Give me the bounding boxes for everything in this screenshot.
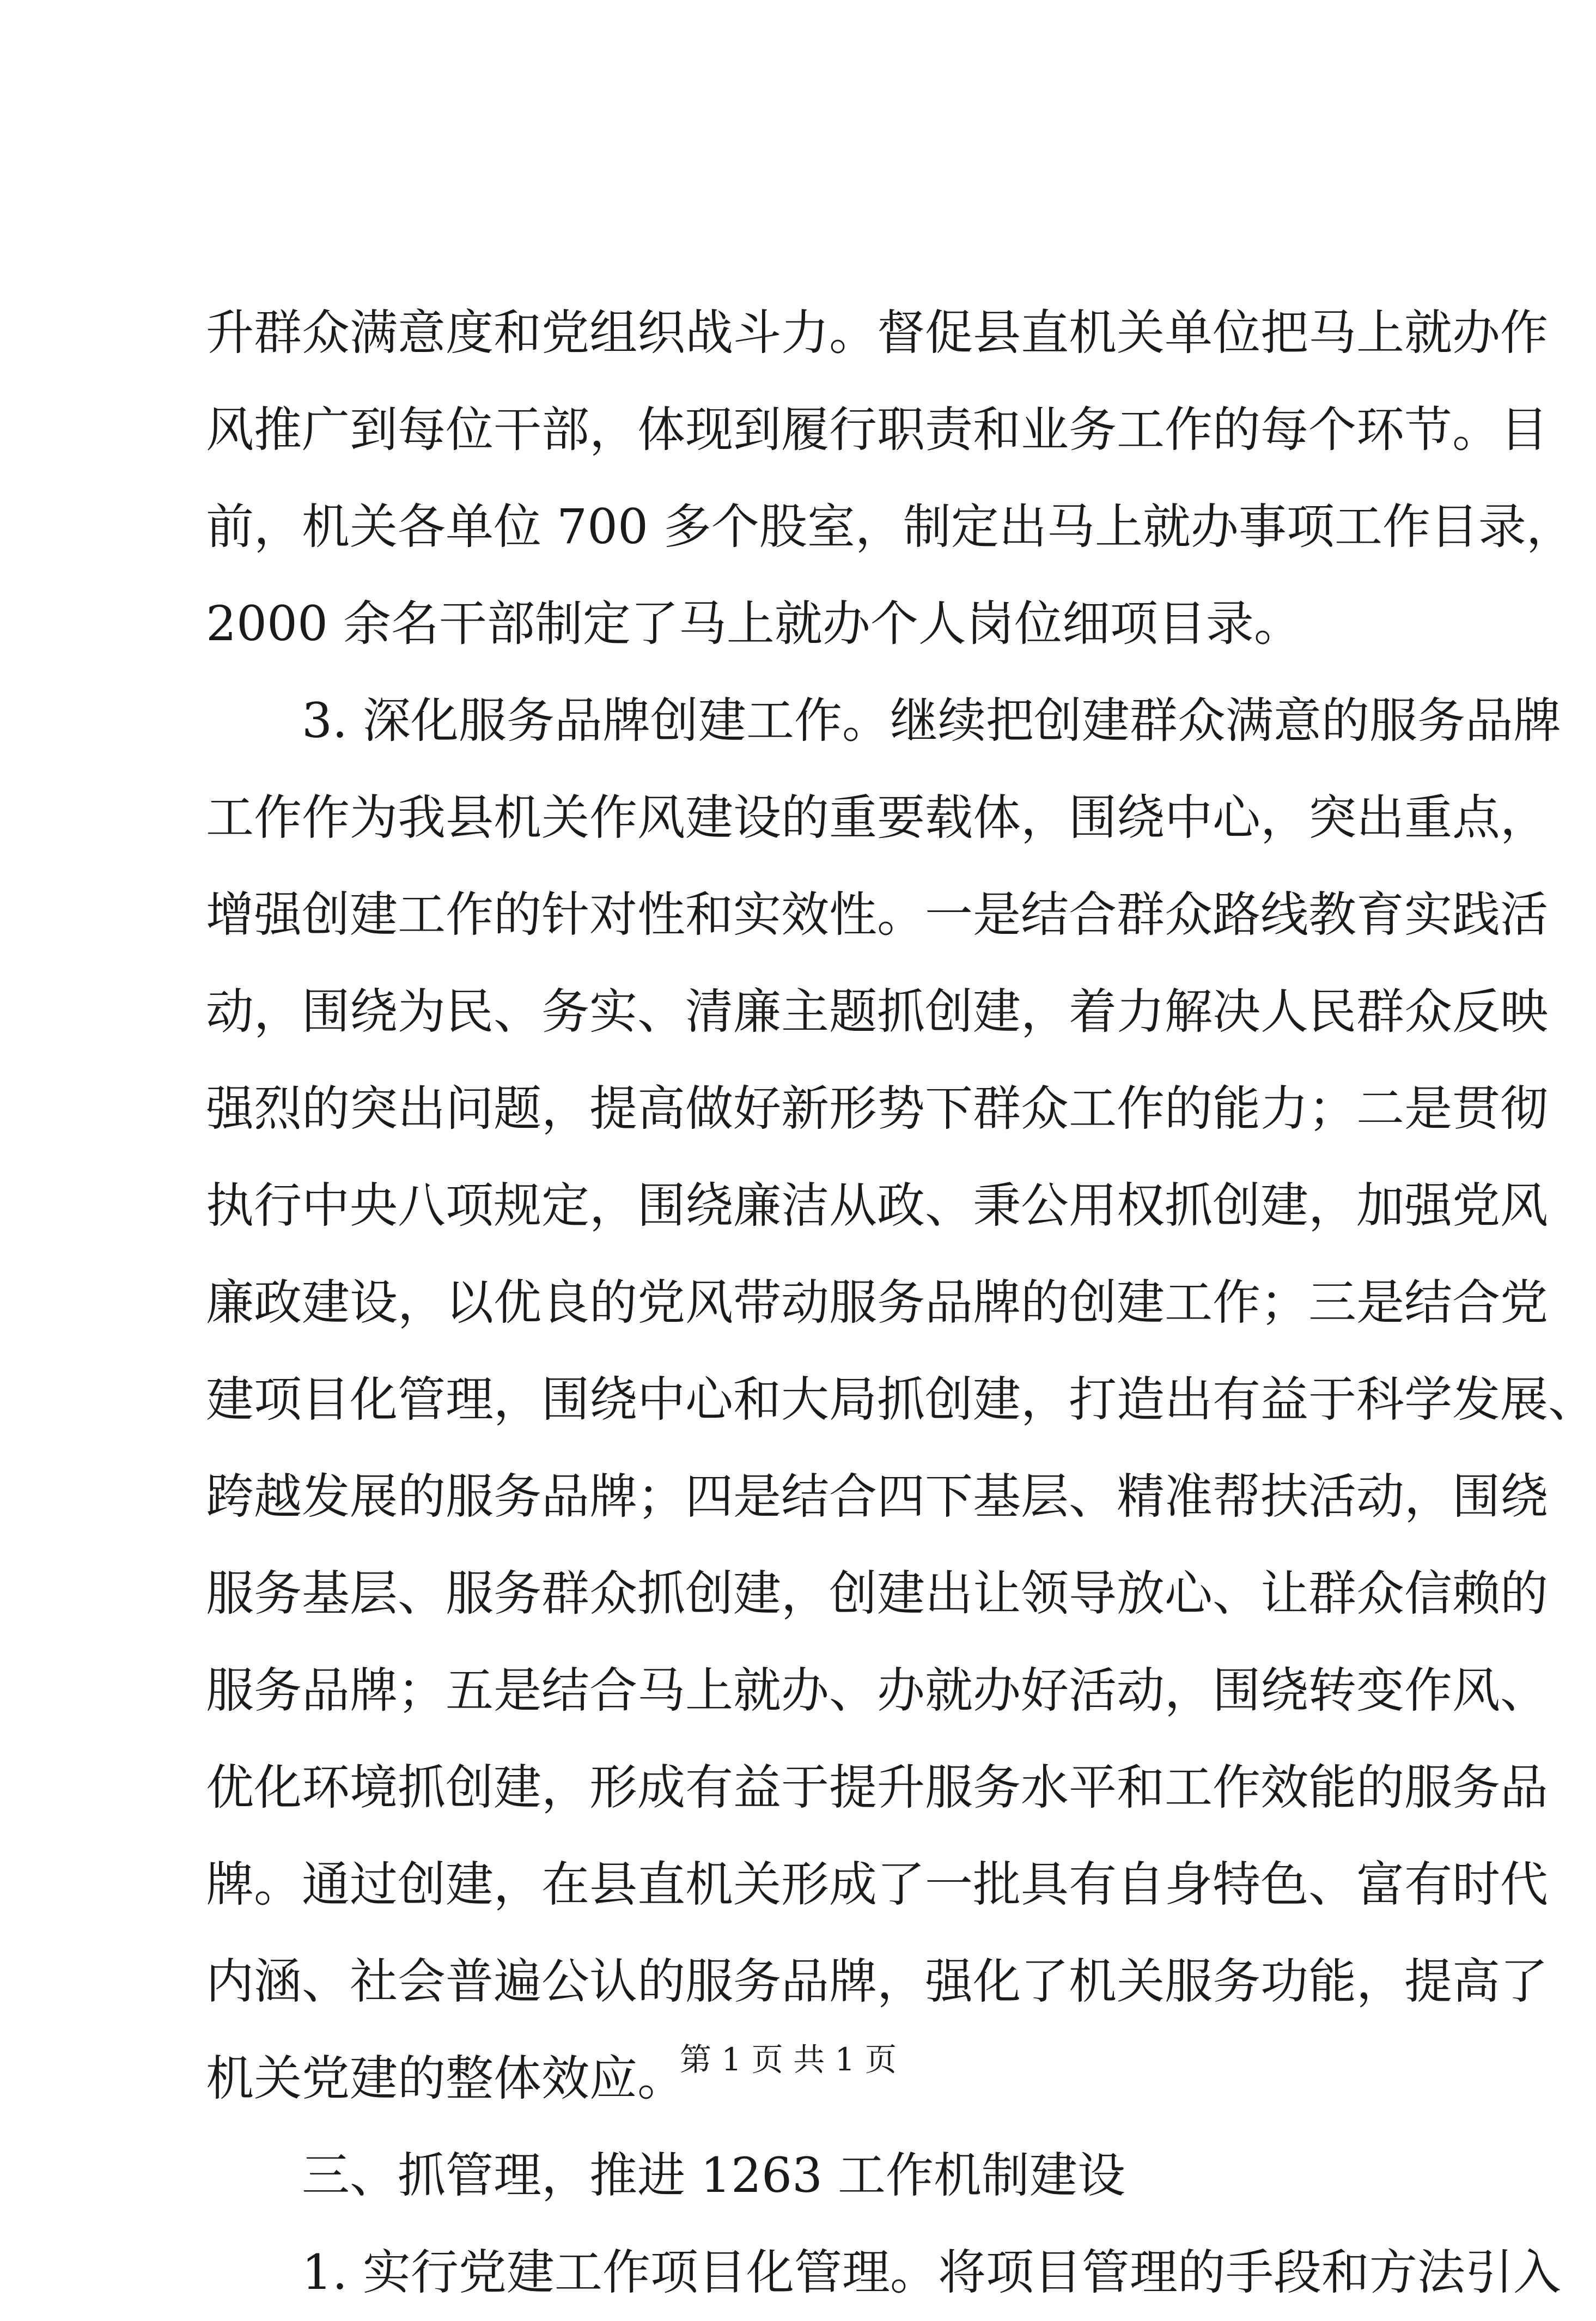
text-line: 1. 实行党建工作项目化管理。将项目管理的手段和方法引入 (302, 2244, 1561, 2300)
text-line: 牌。通过创建，在县直机关形成了一批具有自身特色、富有时代 (206, 1856, 1549, 1912)
text-line: 优化环境抓创建，形成有益于提升服务水平和工作效能的服务品 (206, 1759, 1549, 1815)
text-line: 升群众满意度和党组织战斗力。督促县直机关单位把马上就办作 (206, 305, 1549, 361)
text-line: 前，机关各单位 700 多个股室，制定出马上就办事项工作目录， (206, 499, 1574, 555)
text-line: 服务基层、服务群众抓创建，创建出让领导放心、让群众信赖的 (206, 1565, 1549, 1621)
text-line: 2000 余名干部制定了马上就办个人岗位细项目录。 (206, 596, 1302, 652)
text-line: 增强创建工作的针对性和实效性。一是结合群众路线教育实践活 (206, 886, 1549, 943)
page-footer: 第 1 页 共 1 页 (680, 2041, 897, 2078)
text-line: 动，围绕为民、务实、清廉主题抓创建，着力解决人民群众反映 (206, 983, 1549, 1040)
text-line: 跨越发展的服务品牌；四是结合四下基层、精准帮扶活动，围绕 (206, 1468, 1549, 1524)
text-line: 执行中央八项规定，围绕廉洁从政、秉公用权抓创建，加强党风 (206, 1177, 1549, 1234)
text-line: 廉政建设，以优良的党风带动服务品牌的创建工作；三是结合党 (206, 1274, 1549, 1330)
text-line: 机关党建的整体效应。 (206, 2050, 686, 2106)
text-line: 工作作为我县机关作风建设的重要载体，围绕中心，突出重点， (206, 789, 1549, 846)
text-line: 风推广到每位干部，体现到履行职责和业务工作的每个环节。目 (206, 402, 1549, 458)
body-text (206, 284, 1596, 2321)
text-line: 内涵、社会普遍公认的服务品牌，强化了机关服务功能，提高了 (206, 1953, 1549, 2009)
text-line: 服务品牌；五是结合马上就办、办就办好活动，围绕转变作风、 (206, 1662, 1549, 1718)
text-line: 强烈的突出问题，提高做好新形势下群众工作的能力；二是贯彻 (206, 1080, 1549, 1137)
text-line: 建项目化管理，围绕中心和大局抓创建，打造出有益于科学发展、 (206, 1371, 1596, 1427)
section-heading: 三、抓管理，推进 1263 工作机制建设 (302, 2147, 1125, 2203)
text-line: 3. 深化服务品牌创建工作。继续把创建群众满意的服务品牌 (302, 692, 1561, 749)
